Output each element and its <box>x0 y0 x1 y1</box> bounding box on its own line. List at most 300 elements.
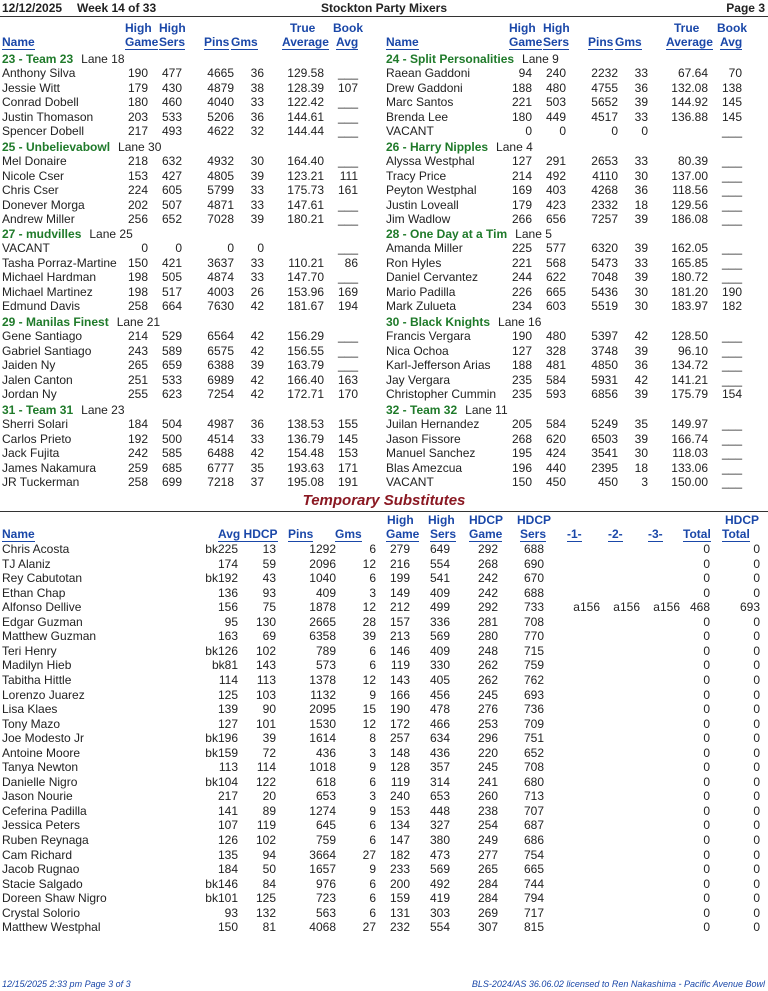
player-row <box>0 212 384 227</box>
sub-high-game: 279 <box>389 542 410 556</box>
sub-average: 114 <box>218 672 238 687</box>
sub-hdcp-series: 708 <box>523 760 544 775</box>
player-true-average: 153.96 <box>287 284 324 299</box>
player-high-series: 584 <box>545 417 566 431</box>
sub-high-game: 128 <box>389 760 410 775</box>
player-games: 26 <box>250 284 264 299</box>
sub-name: Jason Nourie <box>2 789 73 804</box>
sub-total: 0 <box>703 542 710 556</box>
player-row <box>384 432 768 447</box>
sub-pins: 409 <box>315 585 336 600</box>
player-high-game: 235 <box>511 372 532 387</box>
player-name: Amanda Miller <box>386 241 463 255</box>
sub-high-game: 147 <box>389 833 410 847</box>
sub-high-game: 149 <box>389 585 410 600</box>
player-book-average: ___ <box>337 343 358 358</box>
sub-high-series: 653 <box>429 789 450 804</box>
player-pins: 4871 <box>207 197 234 212</box>
sub-games: 6 <box>369 876 376 891</box>
player-high-series: 481 <box>545 358 566 372</box>
sub-handicap: 84 <box>262 876 276 891</box>
sub-total: 0 <box>703 876 710 891</box>
player-book-average: ___ <box>721 446 742 460</box>
player-book-average: ___ <box>721 255 742 270</box>
sub-average: 93 <box>224 905 238 920</box>
player-name: Nicole Cser <box>2 168 65 183</box>
player-pins: 4110 <box>592 168 618 183</box>
substitute-row <box>0 920 768 935</box>
col-book-avg-header: Book <box>717 21 747 35</box>
player-row <box>0 66 384 81</box>
player-high-game: 235 <box>511 387 532 401</box>
player-pins: 4874 <box>207 270 234 284</box>
player-row <box>384 417 768 432</box>
sub-hdcp-series: 751 <box>523 731 544 746</box>
player-games: 39 <box>634 270 648 284</box>
sub-total: 468 <box>689 600 710 615</box>
team-name: 32 - Team 32 <box>386 403 458 417</box>
sub-games: 3 <box>369 745 376 760</box>
player-name: Jaiden Ny <box>2 358 56 372</box>
col-gms-header: Gms <box>231 35 258 49</box>
sub-name: Matthew Guzman <box>2 629 97 644</box>
team-heading <box>2 52 125 66</box>
player-games: 32 <box>250 124 264 138</box>
sub-high-series: 314 <box>429 774 450 789</box>
sub-pins: 2095 <box>309 702 336 717</box>
player-book-average: 155 <box>337 417 358 431</box>
sub-hdcp-series: 815 <box>523 920 544 935</box>
player-high-game: 226 <box>511 284 532 299</box>
team-lane: Lane 5 <box>515 227 552 241</box>
player-row <box>0 256 384 271</box>
player-row <box>384 270 768 285</box>
sub-games: 6 <box>369 542 376 556</box>
player-row <box>0 461 384 476</box>
team-heading <box>2 403 125 417</box>
sub-hdcp-series: 754 <box>523 847 544 862</box>
player-true-average: 166.74 <box>671 431 708 446</box>
sub-total: 0 <box>703 833 710 847</box>
sub-pins: 653 <box>315 789 336 804</box>
sub-col-high-sers-header: Sers <box>430 527 457 541</box>
player-high-series: 664 <box>161 299 182 313</box>
sub-handicap: 89 <box>262 803 276 818</box>
player-true-average: 122.42 <box>287 95 324 109</box>
sub-high-series: 357 <box>429 760 450 775</box>
substitute-row <box>0 629 768 644</box>
player-row <box>0 432 384 447</box>
sub-handicap: 130 <box>255 614 276 629</box>
player-name: Francis Vergara <box>386 329 471 343</box>
team-name: 25 - Unbelievabowl <box>2 140 111 154</box>
sub-average: 113 <box>218 760 238 775</box>
player-book-average: ___ <box>721 183 742 197</box>
player-high-series: 492 <box>545 168 566 183</box>
substitute-row <box>0 615 768 630</box>
sub-pins: 976 <box>315 876 336 891</box>
sub-high-game: 143 <box>389 672 410 687</box>
player-name: James Nakamura <box>2 460 97 475</box>
sub-hdcp-total: 0 <box>753 789 760 804</box>
player-name: Mario Padilla <box>386 284 456 299</box>
sub-total: 0 <box>703 716 710 731</box>
player-games: 30 <box>634 284 648 299</box>
sub-high-game: 212 <box>389 600 410 615</box>
player-name: Andrew Miller <box>2 212 75 226</box>
player-games: 42 <box>250 446 264 460</box>
col-high-game-header: High <box>509 21 536 35</box>
player-high-game: 221 <box>511 95 532 109</box>
sub-high-series: 380 <box>429 833 450 847</box>
sub-games: 6 <box>369 774 376 789</box>
player-name: Sherri Solari <box>2 417 69 431</box>
team-name: 29 - Manilas Finest <box>2 315 109 329</box>
player-high-series: 493 <box>161 124 182 138</box>
sub-high-series: 634 <box>429 731 450 746</box>
player-pins: 6989 <box>207 372 234 387</box>
sub-games: 9 <box>369 803 376 818</box>
player-row <box>384 124 768 139</box>
sub-hdcp-series: 715 <box>523 643 544 658</box>
player-book-average: ___ <box>721 460 742 475</box>
player-high-series: 0 <box>175 241 182 255</box>
page-number: Page 3 <box>726 1 765 15</box>
player-pins: 6320 <box>591 241 618 255</box>
sub-pins: 1274 <box>309 803 336 818</box>
sub-handicap: 113 <box>256 672 276 687</box>
substitute-row <box>0 658 768 673</box>
sub-high-series: 569 <box>429 862 450 877</box>
sub-handicap: 103 <box>255 687 276 702</box>
player-name: Gabriel Santiago <box>2 343 92 358</box>
player-pins: 4622 <box>207 124 234 138</box>
col-true-avg-header: Average <box>666 35 713 49</box>
sub-average: bk104 <box>205 774 238 789</box>
player-name: Jason Fissore <box>386 431 461 446</box>
sub-hdcp-total: 0 <box>753 629 760 644</box>
player-true-average: 133.06 <box>671 460 708 475</box>
col-pins-header: Pins <box>588 35 614 49</box>
player-high-series: 507 <box>161 197 182 212</box>
player-book-average: ___ <box>721 343 742 358</box>
player-true-average: 141.21 <box>671 372 708 387</box>
player-high-series: 529 <box>161 329 182 343</box>
player-pins: 2395 <box>591 460 618 475</box>
substitute-row <box>0 673 768 688</box>
player-games: 39 <box>634 212 648 226</box>
sub-total: 0 <box>703 862 710 877</box>
player-high-series: 500 <box>161 431 182 446</box>
player-high-series: 421 <box>161 255 182 270</box>
player-row <box>0 344 384 359</box>
player-book-average: ___ <box>721 329 742 343</box>
sub-hdcp-total: 0 <box>753 745 760 760</box>
sub-hdcp-game: 254 <box>477 818 498 833</box>
sub-pins: 2096 <box>309 556 336 571</box>
sub-hdcp-total: 0 <box>753 585 760 600</box>
sub-col-name-header: Name <box>2 527 35 541</box>
sub-hdcp-game: 307 <box>477 920 498 935</box>
player-high-series: 632 <box>161 154 182 168</box>
player-name: Jordan Ny <box>2 387 57 401</box>
player-book-average: 194 <box>337 299 358 313</box>
sub-name: Chris Acosta <box>2 542 70 556</box>
sub-handicap: 119 <box>256 818 276 833</box>
col-high-sers-header: High <box>543 21 570 35</box>
player-book-average: ___ <box>337 241 358 255</box>
sub-total: 0 <box>703 629 710 644</box>
sub-handicap: 90 <box>262 702 276 717</box>
player-row <box>0 358 384 373</box>
player-true-average: 156.55 <box>287 343 324 358</box>
sub-pins: 1292 <box>309 542 336 556</box>
sub-hdcp-series: 733 <box>523 600 544 615</box>
sub-handicap: 20 <box>262 789 276 804</box>
sub-average: bk159 <box>205 745 238 760</box>
sub-hdcp-series: 770 <box>523 629 544 644</box>
sub-hdcp-total: 0 <box>753 731 760 746</box>
player-pins: 450 <box>597 475 618 489</box>
sub-pins: 2665 <box>309 614 336 629</box>
player-name: Alyssa Westphal <box>386 154 475 168</box>
sub-hdcp-game: 265 <box>477 862 498 877</box>
sub-high-series: 419 <box>429 891 450 906</box>
sub-high-series: 448 <box>429 803 450 818</box>
player-name: Drew Gaddoni <box>386 80 463 95</box>
col-high-game-header: High <box>125 21 152 35</box>
sub-handicap: 132 <box>255 905 276 920</box>
sub-average: 141 <box>217 803 238 818</box>
sub-hdcp-series: 709 <box>523 716 544 731</box>
player-high-game: 203 <box>127 109 148 124</box>
sub-col-hdcp-game-header: Game <box>469 527 503 541</box>
player-book-average: 171 <box>337 460 358 475</box>
player-games: 35 <box>250 460 264 475</box>
sub-high-game: 157 <box>389 614 410 629</box>
substitute-row <box>0 848 768 863</box>
player-true-average: 118.56 <box>672 183 708 197</box>
player-games: 33 <box>634 66 648 80</box>
player-games: 42 <box>250 329 264 343</box>
player-games: 42 <box>250 387 264 401</box>
sub-average: 174 <box>217 556 238 571</box>
player-row <box>384 256 768 271</box>
sub-handicap: 122 <box>255 774 276 789</box>
player-true-average: 96.10 <box>677 343 708 358</box>
player-true-average: 129.56 <box>671 197 708 212</box>
player-row <box>0 110 384 125</box>
player-book-average: ___ <box>337 329 358 343</box>
sub-high-series: 554 <box>429 920 450 935</box>
sub-hdcp-game: 238 <box>477 803 498 818</box>
player-games: 33 <box>250 431 264 446</box>
player-name: Marc Santos <box>386 95 454 109</box>
player-high-series: 533 <box>161 372 182 387</box>
col-pins-header: Pins <box>204 35 230 49</box>
player-high-series: 620 <box>545 431 566 446</box>
sub-total: 0 <box>703 760 710 775</box>
sub-games: 6 <box>369 818 376 833</box>
player-name: Daniel Cervantez <box>386 270 479 284</box>
sub-name: Lisa Klaes <box>2 702 58 717</box>
sub-handicap: 102 <box>255 833 276 847</box>
player-high-game: 150 <box>127 255 148 270</box>
substitute-row <box>0 906 768 921</box>
sub-high-game: 134 <box>389 818 410 833</box>
sub-games: 6 <box>369 891 376 906</box>
player-high-series: 505 <box>161 270 182 284</box>
player-name: Jack Fujita <box>2 446 60 460</box>
sub-total: 0 <box>703 803 710 818</box>
player-book-average: ___ <box>721 431 742 446</box>
player-book-average: 86 <box>344 255 358 270</box>
sub-handicap: 75 <box>262 600 276 615</box>
player-row <box>384 285 768 300</box>
team-lane: Lane 18 <box>81 52 125 66</box>
sub-average: 127 <box>217 716 238 731</box>
player-row <box>0 124 384 139</box>
sub-high-game: 159 <box>389 891 410 906</box>
substitute-row <box>0 688 768 703</box>
substitute-row <box>0 862 768 877</box>
player-high-game: 192 <box>127 431 148 446</box>
player-games: 30 <box>634 446 648 460</box>
team-lane: Lane 25 <box>89 227 133 241</box>
player-name: Manuel Sanchez <box>386 446 476 460</box>
player-true-average: 166.40 <box>287 372 324 387</box>
player-row <box>384 299 768 314</box>
player-row <box>0 183 384 198</box>
player-row <box>384 475 768 490</box>
sub-name: Tabitha Hittle <box>2 672 72 687</box>
player-book-average: ___ <box>721 124 742 138</box>
sub-hdcp-game: 220 <box>477 745 498 760</box>
sub-pins: 436 <box>315 745 336 760</box>
player-high-series: 449 <box>545 109 566 124</box>
sub-high-game: 119 <box>390 658 410 673</box>
sub-total: 0 <box>703 789 710 804</box>
sub-hdcp-total: 0 <box>753 847 760 862</box>
player-name: Jessie Witt <box>2 80 61 95</box>
sub-hdcp-series: 680 <box>523 774 544 789</box>
col-high-game-header: Game <box>509 35 543 49</box>
player-pins: 4040 <box>207 95 234 109</box>
sub-name: Jacob Rugnao <box>2 862 80 877</box>
sub-name: Cam Richard <box>2 847 73 862</box>
sub-col-hdcp-sers-header: HDCP <box>517 513 552 527</box>
sub-average: bk81 <box>211 658 238 673</box>
player-name: Anthony Silva <box>2 66 76 80</box>
sub-pins: 4068 <box>309 920 336 935</box>
player-name: Jim Wadlow <box>386 212 451 226</box>
player-name: Carlos Prieto <box>2 431 72 446</box>
player-book-average: 154 <box>721 387 742 401</box>
player-true-average: 149.97 <box>671 417 708 431</box>
sub-name: Ruben Reynaga <box>2 833 89 847</box>
player-name: Mel Donaire <box>2 154 67 168</box>
sub-hdcp-total: 693 <box>739 600 760 615</box>
player-high-series: 291 <box>545 154 566 168</box>
player-high-series: 622 <box>545 270 566 284</box>
sub-games: 27 <box>362 847 376 862</box>
player-row <box>384 387 768 402</box>
player-pins: 5931 <box>591 372 618 387</box>
player-games: 39 <box>634 431 648 446</box>
substitute-row <box>0 818 768 833</box>
player-games: 42 <box>250 343 264 358</box>
player-high-game: 242 <box>127 446 148 460</box>
sub-high-series: 327 <box>429 818 450 833</box>
player-row <box>0 270 384 285</box>
sub-total: 0 <box>703 847 710 862</box>
sub-handicap: 43 <box>262 571 276 586</box>
substitute-row <box>0 731 768 746</box>
player-pins: 6575 <box>207 343 234 358</box>
player-true-average: 132.08 <box>671 80 708 95</box>
team-lane: Lane 23 <box>81 403 125 417</box>
sub-col-hdcp-sers-header: Sers <box>520 527 547 541</box>
player-pins: 2332 <box>591 197 618 212</box>
player-true-average: 128.39 <box>287 80 324 95</box>
player-high-game: 180 <box>127 95 148 109</box>
player-row <box>0 95 384 110</box>
player-row <box>0 329 384 344</box>
sub-hdcp-total: 0 <box>753 803 760 818</box>
sub-name: Lorenzo Juarez <box>2 687 85 702</box>
substitute-row <box>0 891 768 906</box>
sub-hdcp-series: 688 <box>523 542 544 556</box>
sub-name: Matthew Westphal <box>2 920 101 935</box>
sub-games: 8 <box>369 731 376 746</box>
player-row <box>0 417 384 432</box>
player-high-game: 224 <box>127 183 148 197</box>
sub-high-game: 232 <box>389 920 410 935</box>
player-high-series: 584 <box>545 372 566 387</box>
player-high-game: 234 <box>511 299 532 313</box>
player-true-average: 147.70 <box>287 270 324 284</box>
player-book-average: ___ <box>337 95 358 109</box>
player-games: 39 <box>634 387 648 401</box>
player-book-average: ___ <box>721 475 742 489</box>
player-row <box>384 373 768 388</box>
player-high-series: 656 <box>545 212 566 226</box>
player-book-average: ___ <box>721 417 742 431</box>
player-row <box>0 475 384 490</box>
sub-hdcp-series: 708 <box>523 614 544 629</box>
sub-hdcp-series: 687 <box>523 818 544 833</box>
sub-average: bk101 <box>205 891 238 906</box>
player-high-game: 188 <box>511 358 532 372</box>
player-high-game: 127 <box>511 154 532 168</box>
player-pins: 5799 <box>207 183 234 197</box>
player-row <box>0 285 384 300</box>
col-book-avg-header: Avg <box>336 35 359 49</box>
sub-high-series: 478 <box>429 702 450 717</box>
sub-pins: 645 <box>315 818 336 833</box>
sub-hdcp-series: 762 <box>523 672 544 687</box>
player-high-series: 659 <box>161 358 182 372</box>
sub-games: 9 <box>369 687 376 702</box>
sub-col-avg-hdcp-header: Avg HDCP <box>218 527 278 541</box>
sub-hdcp-series: 670 <box>523 571 544 586</box>
player-games: 33 <box>250 255 264 270</box>
sub-hdcp-game: 262 <box>477 672 498 687</box>
player-pins: 6388 <box>207 358 234 372</box>
sub-pins: 1378 <box>309 672 336 687</box>
sub-hdcp-game: 284 <box>477 891 498 906</box>
player-true-average: 180.72 <box>671 270 708 284</box>
